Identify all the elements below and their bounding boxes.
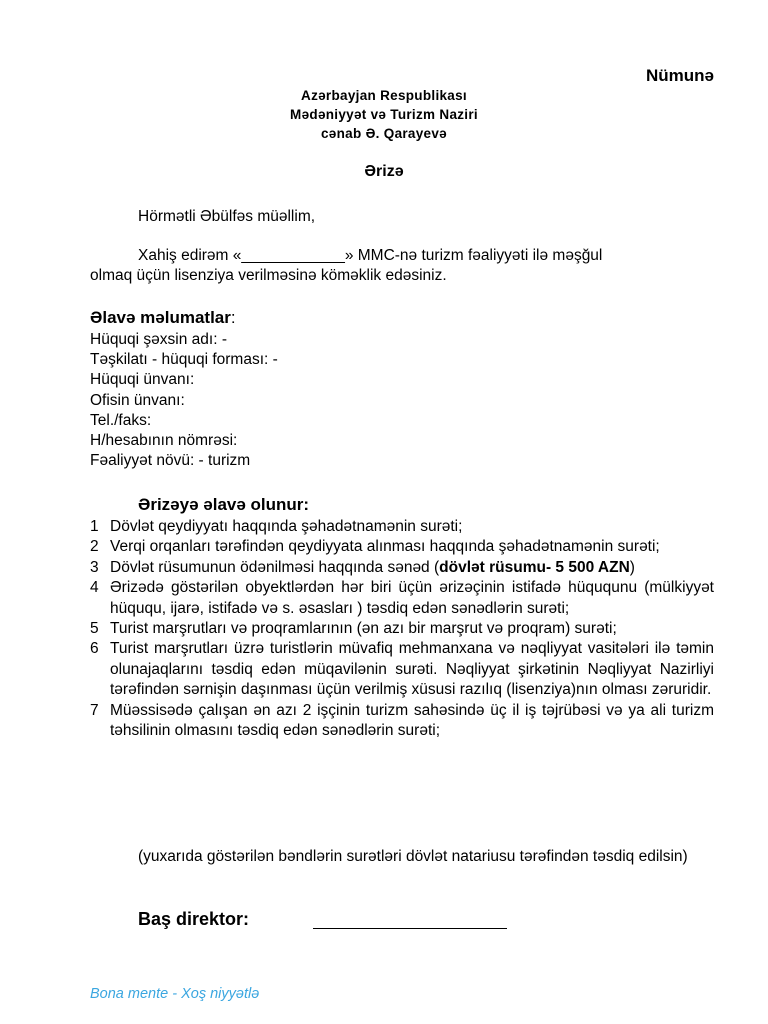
list-item xyxy=(90,619,714,639)
list-item-number: 1 xyxy=(90,518,99,535)
additional-info-title xyxy=(90,308,236,328)
list-item-text-after: ) xyxy=(629,558,635,576)
list-item-text-main: Dövlət rüsumunun ödənilməsi haqqında sənəd ( xyxy=(110,558,440,576)
addressee-block xyxy=(0,86,768,143)
document-title: Ərizə xyxy=(364,163,404,180)
list-item xyxy=(90,578,714,619)
info-line: Fəaliyyət növü: - turizm xyxy=(90,452,251,470)
info-line: Hüquqi ünvanı: xyxy=(90,371,195,389)
list-item-number: 6 xyxy=(90,640,99,658)
info-line: H/hesabının nömrəsi: xyxy=(90,432,238,450)
list-item-text: Dövlət qeydiyyatı haqqında şəhadətnamənin surəti; xyxy=(110,518,463,535)
info-line: Tel./faks: xyxy=(90,411,152,429)
signature-line xyxy=(313,928,507,929)
state-fee-amount: dövlət rüsumu- 5 500 AZN xyxy=(439,558,630,576)
request-line-2: olmaq üçün lisenziya verilməsinə köməklik edəsiniz. xyxy=(90,267,447,284)
additional-info-colon: : xyxy=(230,308,236,327)
list-item-text xyxy=(110,558,714,578)
list-item xyxy=(90,558,714,578)
list-item-text: Verqi orqanları tərəfindən qeydiyyata alınması haqqında şəhadətnamənin surəti; xyxy=(110,538,660,556)
list-item-number: 2 xyxy=(90,538,99,556)
list-item-number: 5 xyxy=(90,620,99,638)
addressee-country: Azərbayjan Respublikası xyxy=(301,88,467,103)
greeting: Hörmətli Əbülfəs müəllim, xyxy=(138,208,316,225)
addressee-name: cənab Ə. Qarayevə xyxy=(321,126,447,141)
list-item-number: 3 xyxy=(90,558,99,576)
list-item xyxy=(90,701,714,742)
addressee-position: Mədəniyyət və Turizm Naziri xyxy=(290,107,478,122)
info-line: Hüquqi şəxsin adı: - xyxy=(90,331,227,348)
list-item-number: 4 xyxy=(90,579,99,597)
additional-info-list xyxy=(90,330,278,471)
signature-label: Baş direktor: xyxy=(138,909,250,929)
info-line: Ofisin ünvanı: xyxy=(90,391,185,409)
request-paragraph xyxy=(90,246,714,286)
additional-info-heading: Əlavə məlumatlar xyxy=(90,308,231,327)
list-item-number: 7 xyxy=(90,701,99,719)
notarization-note: (yuxarıda göstərilən bəndlərin surətləri dövlət natariusu tərəfindən təsdiq edilsin) xyxy=(138,848,688,865)
request-line-1: Xahiş edirəm «____________» MMC-nə turizm fəaliyyəti ilə məşğul xyxy=(138,247,603,264)
list-item xyxy=(90,517,714,537)
list-item-text: Turist marşrutları üzrə turistlərin müvafiq mehmanxana və nəqliyyat vasitələri ilə təmin olunajaqlarını təsdiq edən müqavilənin surəti. Nəqliyyat şirkətinin Nəqliyyat Nazirliyi tərəfindən sərnişin daşınması üçün verilmiş xüsusi razılıq (lisenziya)nın olması zəruridir. xyxy=(110,640,714,699)
attachments-title: Ərizəyə əlavə olunur: xyxy=(138,495,310,514)
footer-motto: Bona mente - Xoş niyyətlə xyxy=(90,986,260,1002)
info-line: Təşkilatı - hüquqi forması: - xyxy=(90,351,278,369)
list-item-text: Turist marşrutları və proqramlarının (ən azı bir marşrut və proqram) surəti; xyxy=(110,620,617,638)
list-item xyxy=(90,537,714,557)
list-item-text: Müəssisədə çalışan ən azı 2 işçinin turizm sahəsində üç il iş təjrübəsi və ya ali turizm təhsilinin olmasını təsdiq edən sənədlərin surəti; xyxy=(110,701,714,740)
list-item xyxy=(90,639,714,700)
sample-label: Nümunə xyxy=(646,66,714,85)
attachments-list xyxy=(90,517,714,741)
list-item-text: Ərizədə göstərilən obyektlərdən hər biri üçün ərizəçinin istifadə hüququnu (mülkiyyət hüququ, ijarə, istifadə və s. əsasları ) təsdiq edən sənədlərin surəti; xyxy=(110,579,714,617)
